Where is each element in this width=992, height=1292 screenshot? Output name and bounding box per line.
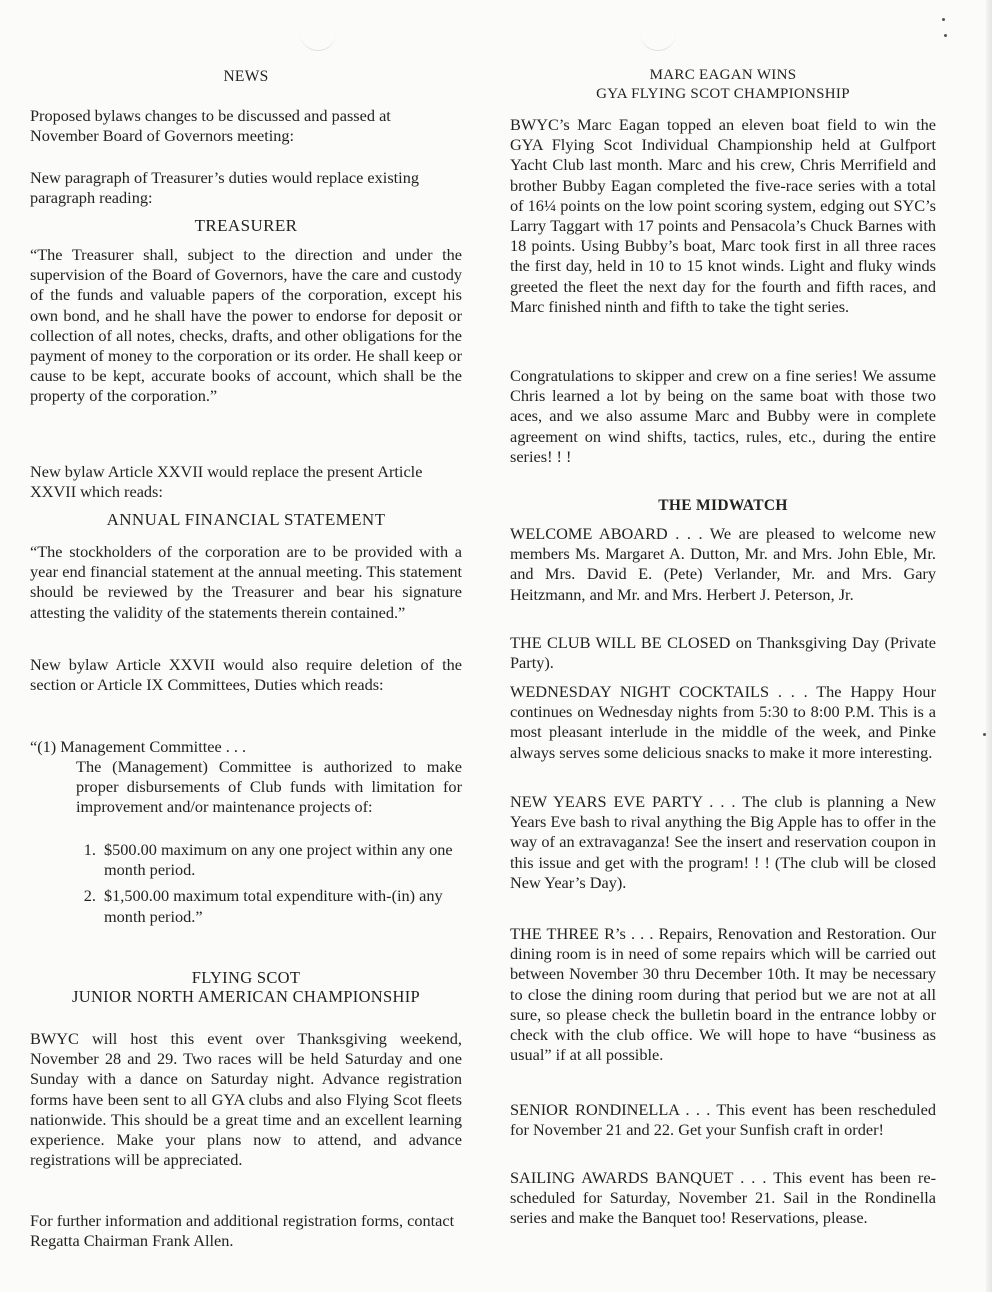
speck <box>944 34 947 37</box>
annual-heading: ANNUAL FINANCIAL STATEMENT <box>106 510 386 529</box>
closed-text: THE CLUB WILL BE CLOSED on Thanksgiving Day (Private Party). <box>510 633 936 673</box>
committee-text: The (Management) Committee is authorized to make proper disbursements of Club funds with limitation for improvement and/or maintenance projects of: <box>76 757 462 817</box>
punch-mark-left <box>300 24 336 51</box>
treasurer-intro: New paragraph of Treasurer’s duties would replace existing paragraph reading: <box>30 168 419 208</box>
midwatch-heading: THE MIDWATCH <box>658 497 788 514</box>
news-intro: Proposed bylaws changes to be discussed and passed at November Board of Governors meeting: <box>30 106 391 146</box>
newyears-text: NEW YEARS EVE PARTY . . . The club is planning a New Years Eve bash to rival anything the Big Apple has to offer in the way of an extravaganza! See the insert and reservation coupon in this issue and get with the program! ! ! (The club will be closed New Year’s Day). <box>510 792 936 892</box>
list-item: 2. $1,500.00 maximum total expenditure with-(in) any month period.” <box>100 886 462 926</box>
treasurer-text: “The Treasurer shall, subject to the direction and under the supervision of the Board of Governors, have the care and custody of the funds and valuable papers of the corporation, except his own bond, and he shall have the power to endorse for deposit or collection of all notes, checks, drafts, and other obligations for the payment of money to the corporation or its order. He shall keep or cause to be kept, accurate books of account, which shall be the property of the corporation.” <box>30 245 462 406</box>
three-rs-text: THE THREE R’s . . . Repairs, Renovation and Restoration. Our dining room is in need of some repairs which will be carried out between November 30 thru December 10th. It may be necessary to close the dining room during that period but we are not at all sure, so please check the bulletin board in the entrance lobby or check with the club office. We will hope to have “business as usual” if at all possible. <box>510 924 936 1065</box>
punch-mark-right <box>640 24 676 51</box>
further-text: For further information and additional registration forms, contact Regatta Chairman Frank Allen. <box>30 1211 455 1251</box>
speck <box>983 733 986 736</box>
eagan-heading-1: MARC EAGAN WINS <box>649 67 797 83</box>
committee-label: “(1) Management Committee . . . <box>30 737 247 756</box>
deletion-text: New bylaw Article XXVII would also require deletion of the section or Article IX Committees, Duties which reads: <box>30 655 462 695</box>
flying-heading-2: JUNIOR NORTH AMERICAN CHAMPIONSHIP <box>72 987 420 1006</box>
news-heading: NEWS <box>223 68 269 85</box>
congrats-text: Congratulations to skipper and crew on a fine series! We assume Chris learned a lot by being on the same boat with those two aces, and we also assume Marc and Bubby were in complete agreement on wind shifts, tactics, rules, etc., during the entire series! ! ! <box>510 366 936 466</box>
flying-text: BWYC will host this event over Thanksgiving weekend, November 28 and 29. Two races will be held Saturday and one Sunday with a dance on Saturday night. Advance registration forms have been sent to all GYA clubs and also Flying Scot fleets nationwide. This should be a great time and an excellent learning experience. Make your plans now to attend, and advance registrations will be appreciated. <box>30 1029 462 1170</box>
awards-banquet-text: SAILING AWARDS BANQUET . . . This event has been re-scheduled for Saturday, November 21. Sail in the Rondinella series and make the Banquet too! Reservations, please. <box>510 1168 936 1228</box>
page-edge-shadow <box>986 0 992 1292</box>
article-intro: New bylaw Article XXVII would replace the present Article XXVII which reads: <box>30 462 423 502</box>
speck <box>942 18 945 21</box>
cocktails-text: WEDNESDAY NIGHT COCKTAILS . . . The Happy Hour continues on Wednesday nights from 5:30 to 8:00 P.M. This is a most pleasant interlude in the middle of the week, and Pinke always serves some delicious snacks to make it more interesting. <box>510 682 936 762</box>
eagan-heading-2: GYA FLYING SCOT CHAMPIONSHIP <box>596 86 850 102</box>
treasurer-heading: TREASURER <box>194 216 298 235</box>
limits-list <box>30 840 462 927</box>
eagan-text: BWYC’s Marc Eagan topped an eleven boat field to win the GYA Flying Scot Individual Championship held at Gulfport Yacht Club last month. Marc and his crew, Chris Merrifield and brother Bubby Eagan completed the five-race series with a total of 16¼ points on the low point scoring system, edging out SYC’s Larry Taggart with 17 points and Pensacola’s Chuck Barnes with 18 points. Using Bubby’s boat, Marc took first in all three races the first day, held in 10 to 15 knot winds. Light and fluky winds greeted the fleet the next day for the fourth and fifth races, and Marc finished ninth and fifth to take the tight series. <box>510 115 936 316</box>
list-item: 1. $500.00 maximum on any one project within any one month period. <box>100 840 462 880</box>
flying-heading-1: FLYING SCOT <box>191 968 301 987</box>
welcome-text: WELCOME ABOARD . . . We are pleased to welcome new members Ms. Margaret A. Dutton, Mr. and Mrs. John Eble, Mr. and Mrs. David E. (Pete) Verlander, Mr. and Mrs. Gary Heitzmann, and Mr. and Mrs. Herbert J. Peterson, Jr. <box>510 524 936 604</box>
senior-rondinella-text: SENIOR RONDINELLA . . . This event has been rescheduled for November 21 and 22. Get your Sunfish craft in order! <box>510 1100 936 1140</box>
annual-text: “The stockholders of the corporation are to be provided with a year end financial statement at the annual meeting. This statement should be reviewed by the Treasurer and bear his signature attesting the validity of the statements therein contained.” <box>30 542 462 622</box>
